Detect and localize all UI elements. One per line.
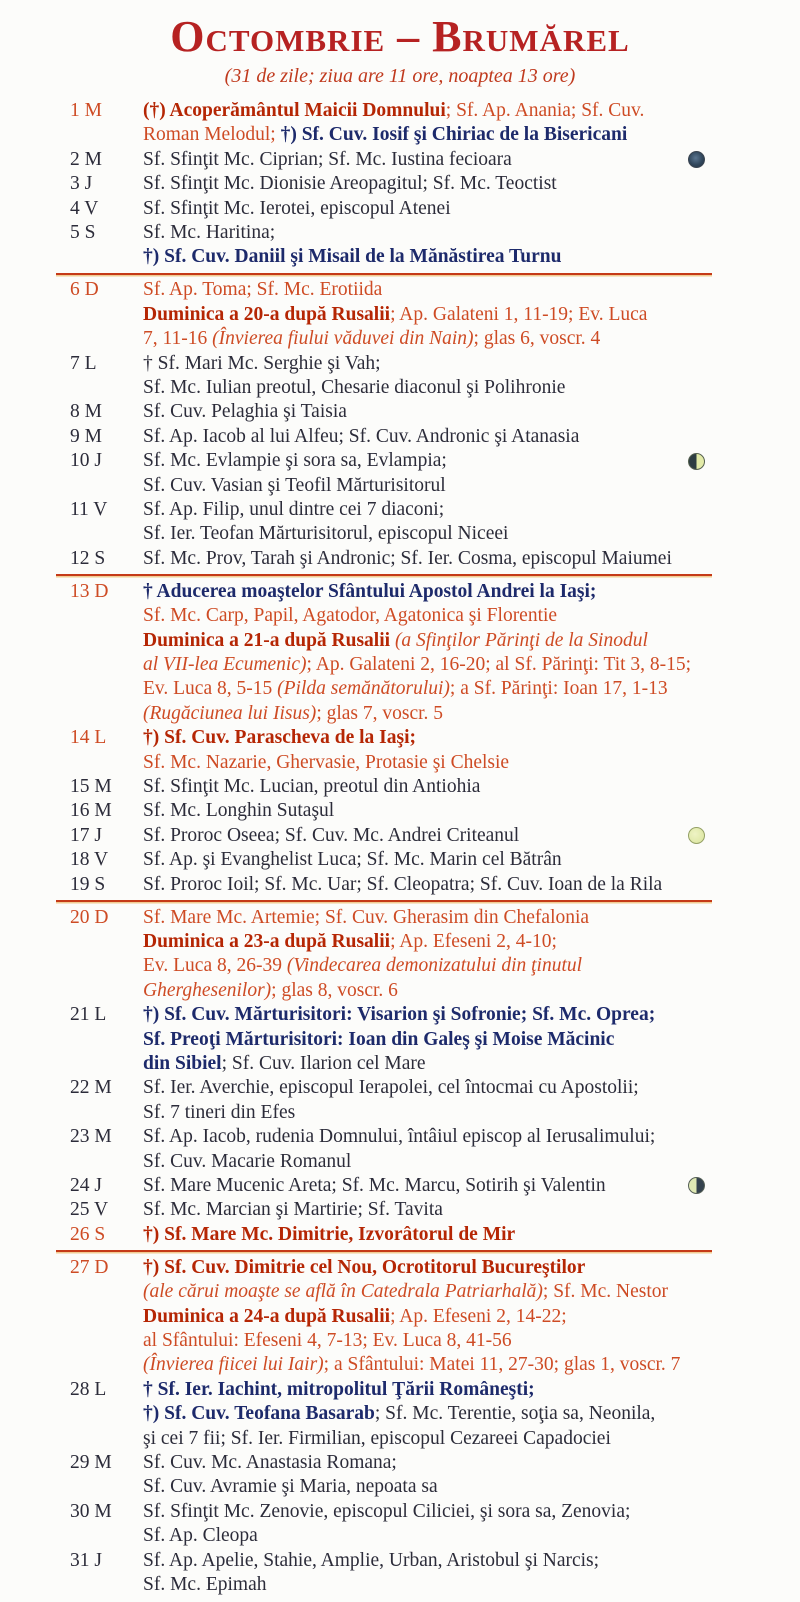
day-entry-text — [143, 99, 723, 148]
entry-line: †) Sf. Cuv. Daniil şi Misail de la Mănăstirea Turnu — [143, 246, 562, 268]
day-label: 21 L — [70, 1004, 107, 1026]
entry-line: †) Sf. Cuv. Parascheva de la Iaşi; — [143, 727, 416, 749]
entry-line: (ale cărui moaşte se află în Catedrala Patriarhală); Sf. Mc. Nestor — [143, 1281, 669, 1303]
entry-line: Sf. Ier. Averchie, episcopul Ierapolei, cel întocmai cu Apostolii; — [143, 1077, 639, 1099]
entry-line: Sf. Proroc Ioil; Sf. Mc. Uar; Sf. Cleopatra; Sf. Cuv. Ioan de la Rila — [143, 873, 663, 895]
day-entry-text — [143, 400, 723, 424]
calendar-day-row — [70, 197, 800, 221]
day-entry-text — [143, 1500, 723, 1549]
calendar-day-row — [70, 498, 800, 547]
calendar-day-row — [70, 799, 800, 823]
day-entry-text — [143, 824, 723, 848]
calendar-day-row — [70, 1549, 800, 1598]
calendar-day-row — [70, 906, 800, 1004]
calendar-day-row — [70, 1378, 800, 1451]
calendar-day-row — [70, 873, 800, 897]
entry-line: Sf. Mc. Nazarie, Ghervasie, Protasie şi Chelsie — [143, 751, 510, 773]
day-label: 7 L — [70, 352, 97, 374]
day-label: 16 M — [70, 800, 112, 822]
entry-line: Sf. Mc. Haritina; — [143, 222, 276, 244]
day-entry-text — [143, 1451, 723, 1500]
entry-line: Sf. Ap. Toma; Sf. Mc. Erotiida — [143, 279, 383, 301]
entry-line: Sf. Mc. Evlampie şi sora sa, Evlampia; — [143, 450, 447, 472]
day-entry-text — [143, 547, 723, 571]
entry-line: Roman Melodul; †) Sf. Cuv. Iosif şi Chiriac de la Bisericani — [143, 124, 628, 146]
calendar-day-row — [70, 449, 800, 498]
entry-line: †) Sf. Cuv. Mărturisitori: Visarion şi Sofronie; Sf. Mc. Oprea; — [143, 1004, 656, 1026]
day-label: 12 S — [70, 547, 106, 569]
day-label: 19 S — [70, 873, 106, 895]
day-entry-text — [143, 1223, 723, 1247]
entry-line: al VII-lea Ecumenic); Ap. Galateni 2, 16-20; al Sf. Părinţi: Tit 3, 8-15; — [143, 653, 692, 675]
calendar-day-row — [70, 775, 800, 799]
day-entry-text — [143, 848, 723, 872]
entry-line: Sf. Ier. Teofan Mărturisitorul, episcopul Niceei — [143, 523, 509, 545]
day-label: 23 M — [70, 1126, 112, 1148]
day-entry-text — [143, 1378, 723, 1451]
entry-line: Sf. 7 tineri din Efes — [143, 1101, 296, 1123]
entry-line: Sf. Sfinţit Mc. Dionisie Areopagitul; Sf. Mc. Teoctist — [143, 173, 557, 195]
calendar-day-row — [70, 1174, 800, 1198]
day-label: 30 M — [70, 1500, 112, 1522]
entry-line: Sf. Mare Mucenic Areta; Sf. Mc. Marcu, Sotirih şi Valentin — [143, 1174, 606, 1196]
calendar-day-row — [70, 400, 800, 424]
day-label: 11 V — [70, 499, 108, 520]
day-entry-text — [143, 906, 723, 1004]
entry-line: Duminica a 23-a după Rusalii; Ap. Efeseni 2, 4-10; — [143, 930, 557, 952]
entry-line: Sf. Cuv. Avramie şi Maria, nepoata sa — [143, 1476, 438, 1498]
day-label: 2 M — [70, 148, 102, 170]
sunday-separator-line — [56, 574, 712, 576]
day-label: 27 D — [70, 1256, 109, 1278]
entry-line: (Rugăciunea lui Iisus); glas 7, voscr. 5 — [143, 702, 444, 724]
calendar-day-row — [70, 1076, 800, 1125]
calendar-day-row — [70, 172, 800, 196]
entry-line: Gherghesenilor); glas 8, voscr. 6 — [143, 979, 398, 1001]
entry-line: †) Sf. Cuv. Dimitrie cel Nou, Ocrotitorul Bucureştilor — [143, 1256, 586, 1278]
calendar-day-row — [70, 1125, 800, 1174]
day-entry-text — [143, 1198, 723, 1222]
first-quarter-moon-icon — [688, 453, 705, 470]
day-label: 5 S — [70, 222, 96, 244]
day-entry-text — [143, 1003, 723, 1076]
sunday-separator-line — [56, 900, 712, 902]
day-entry-text — [143, 449, 723, 498]
day-entry-text — [143, 425, 723, 449]
entry-line: din Sibiel; Sf. Cuv. Ilarion cel Mare — [143, 1052, 426, 1074]
sunday-separator-line — [56, 273, 712, 275]
entry-line: Sf. Cuv. Vasian şi Teofil Mărturisitorul — [143, 474, 446, 496]
entry-line: Sf. Ap. Apelie, Stahie, Amplie, Urban, Aristobul şi Narcis; — [143, 1549, 600, 1571]
calendar-day-row — [70, 278, 800, 351]
calendar-day-row — [70, 221, 800, 270]
entry-line: 7, 11-16 (Învierea fiului văduvei din Nain); glas 6, voscr. 4 — [143, 328, 601, 350]
entry-line: Sf. Ap. Filip, unul dintre cei 7 diaconi; — [143, 499, 445, 520]
calendar-day-row — [70, 425, 800, 449]
entry-line: Ev. Luca 8, 26-39 (Vindecarea demonizatului din ţinutul — [143, 955, 583, 977]
entry-line: Sf. Mc. Marcian şi Martirie; Sf. Tavita — [143, 1199, 443, 1221]
day-entry-text — [143, 1125, 723, 1174]
day-entry-text — [143, 197, 723, 221]
entry-line: Sf. Cuv. Macarie Romanul — [143, 1150, 352, 1172]
entry-line: Sf. Cuv. Mc. Anastasia Romana; — [143, 1451, 397, 1473]
day-label: 15 M — [70, 775, 112, 797]
day-label: 4 V — [70, 197, 99, 219]
day-label: 3 J — [70, 173, 93, 195]
day-label: 18 V — [70, 849, 109, 871]
entry-line: Duminica a 20-a după Rusalii; Ap. Galateni 1, 11-19; Ev. Luca — [143, 303, 648, 325]
day-entry-text — [143, 278, 723, 351]
calendar-day-row — [70, 848, 800, 872]
entry-line: Sf. Sfinţit Mc. Ierotei, episcopul Atenei — [143, 197, 451, 219]
day-label: 25 V — [70, 1199, 109, 1221]
day-entry-text — [143, 1076, 723, 1125]
day-entry-text — [143, 1549, 723, 1598]
sunday-separator-line — [56, 1250, 712, 1252]
entry-line: Sf. Mc. Carp, Papil, Agatodor, Agatonica şi Florentie — [143, 605, 558, 627]
day-label: 13 D — [70, 580, 109, 602]
day-entry-text — [143, 148, 723, 172]
day-label: 6 D — [70, 279, 99, 301]
day-label: 20 D — [70, 906, 109, 928]
calendar-day-row — [70, 1500, 800, 1549]
entry-line: Sf. Cuv. Pelaghia şi Taisia — [143, 401, 347, 423]
calendar-day-row — [70, 148, 800, 172]
day-entry-text — [143, 775, 723, 799]
day-label: 29 M — [70, 1451, 112, 1473]
day-entry-text — [143, 498, 723, 547]
calendar-day-row — [70, 99, 800, 148]
entry-line: †) Sf. Mare Mc. Dimitrie, Izvorâtorul de Mir — [143, 1223, 516, 1245]
page-title: Octombrie – Brumărel — [170, 12, 630, 61]
day-label: 9 M — [70, 425, 102, 447]
entry-line: Ev. Luca 8, 5-15 (Pilda semănătorului); a Sf. Părinţi: Ioan 17, 1-13 — [143, 678, 668, 700]
day-entry-text — [143, 799, 723, 823]
entry-line: † Aducerea moaştelor Sfântului Apostol Andrei la Iaşi; — [143, 580, 597, 602]
day-label: 1 M — [70, 100, 102, 121]
entry-line: † Sf. Ier. Iachint, mitropolitul Ţării Româneşti; — [143, 1378, 535, 1400]
day-label: 22 M — [70, 1077, 112, 1099]
calendar-day-row — [70, 580, 800, 726]
entry-line: Sf. Ap. Iacob, rudenia Domnului, întâiul episcop al Ierusalimului; — [143, 1126, 656, 1148]
day-entry-text — [143, 172, 723, 196]
calendar-day-row — [70, 824, 800, 848]
day-label: 8 M — [70, 401, 102, 423]
day-entry-text — [143, 221, 723, 270]
calendar-day-row — [70, 547, 800, 571]
entry-line: Duminica a 24-a după Rusalii; Ap. Efeseni 2, 14-22; — [143, 1305, 567, 1327]
entry-line: Sf. Mc. Epimah — [143, 1573, 267, 1595]
calendar-day-row — [70, 1451, 800, 1500]
calendar-day-row — [70, 1198, 800, 1222]
entry-line: †) Sf. Cuv. Teofana Basarab; Sf. Mc. Terentie, soţia sa, Neonila, — [143, 1403, 656, 1425]
entry-line: (Învierea fiicei lui Iair); a Sfântului: Matei 11, 27-30; glas 1, voscr. 7 — [143, 1354, 681, 1376]
day-entry-text — [143, 873, 723, 897]
entry-line: Sf. Ap. Iacob al lui Alfeu; Sf. Cuv. Andronic şi Atanasia — [143, 425, 580, 447]
day-entry-text — [143, 352, 723, 401]
day-entry-text — [143, 580, 723, 726]
entry-line: Sf. Sfinţit Mc. Zenovie, episcopul Ciliciei, şi sora sa, Zenovia; — [143, 1500, 631, 1522]
entry-line: Sf. Ap. Cleopa — [143, 1525, 258, 1547]
day-label: 31 J — [70, 1549, 102, 1571]
entry-line: (†) Acoperământul Maicii Domnului; Sf. Ap. Anania; Sf. Cuv. — [143, 100, 645, 121]
entry-line: Sf. Ap. şi Evanghelist Luca; Sf. Mc. Marin cel Bătrân — [143, 849, 562, 871]
entry-line: Sf. Mare Mc. Artemie; Sf. Cuv. Gherasim din Chefalonia — [143, 906, 590, 928]
day-label: 14 L — [70, 727, 107, 749]
day-entry-text — [143, 1256, 723, 1378]
entry-line: Sf. Sfinţit Mc. Lucian, preotul din Antiohia — [143, 775, 481, 797]
entry-line: Duminica a 21-a după Rusalii (a Sfinţilor Părinţi de la Sinodul — [143, 629, 648, 651]
day-label: 26 S — [70, 1223, 106, 1245]
calendar-list — [0, 99, 800, 1597]
day-label: 28 L — [70, 1378, 107, 1400]
day-label: 17 J — [70, 824, 102, 846]
calendar-header — [0, 0, 800, 89]
calendar-day-row — [70, 1223, 800, 1247]
calendar-day-row — [70, 352, 800, 401]
day-entry-text — [143, 726, 723, 775]
entry-line: Sf. Sfinţit Mc. Ciprian; Sf. Mc. Iustina fecioara — [143, 148, 512, 170]
entry-line: † Sf. Mari Mc. Serghie şi Vah; — [143, 352, 381, 374]
day-label: 24 J — [70, 1174, 102, 1196]
entry-line: şi cei 7 fii; Sf. Ier. Firmilian, episcopul Cezareei Capadociei — [143, 1427, 611, 1449]
entry-line: Sf. Mc. Iulian preotul, Chesarie diaconul şi Polihronie — [143, 376, 566, 398]
calendar-day-row — [70, 726, 800, 775]
entry-line: Sf. Preoţi Mărturisitori: Ioan din Galeş şi Moise Măcinic — [143, 1028, 615, 1050]
day-entry-text — [143, 1174, 723, 1198]
day-label: 10 J — [70, 450, 102, 472]
entry-line: Sf. Proroc Oseea; Sf. Cuv. Mc. Andrei Criteanul — [143, 824, 520, 846]
calendar-day-row — [70, 1256, 800, 1378]
calendar-day-row — [70, 1003, 800, 1076]
entry-line: Sf. Mc. Prov, Tarah şi Andronic; Sf. Ier. Cosma, episcopul Maiumei — [143, 547, 672, 569]
page-subtitle: (31 de zile; ziua are 11 ore, noaptea 13 ore) — [224, 65, 576, 87]
entry-line: al Sfântului: Efeseni 4, 7-13; Ev. Luca 8, 41-56 — [143, 1329, 512, 1351]
entry-line: Sf. Mc. Longhin Sutaşul — [143, 800, 335, 822]
